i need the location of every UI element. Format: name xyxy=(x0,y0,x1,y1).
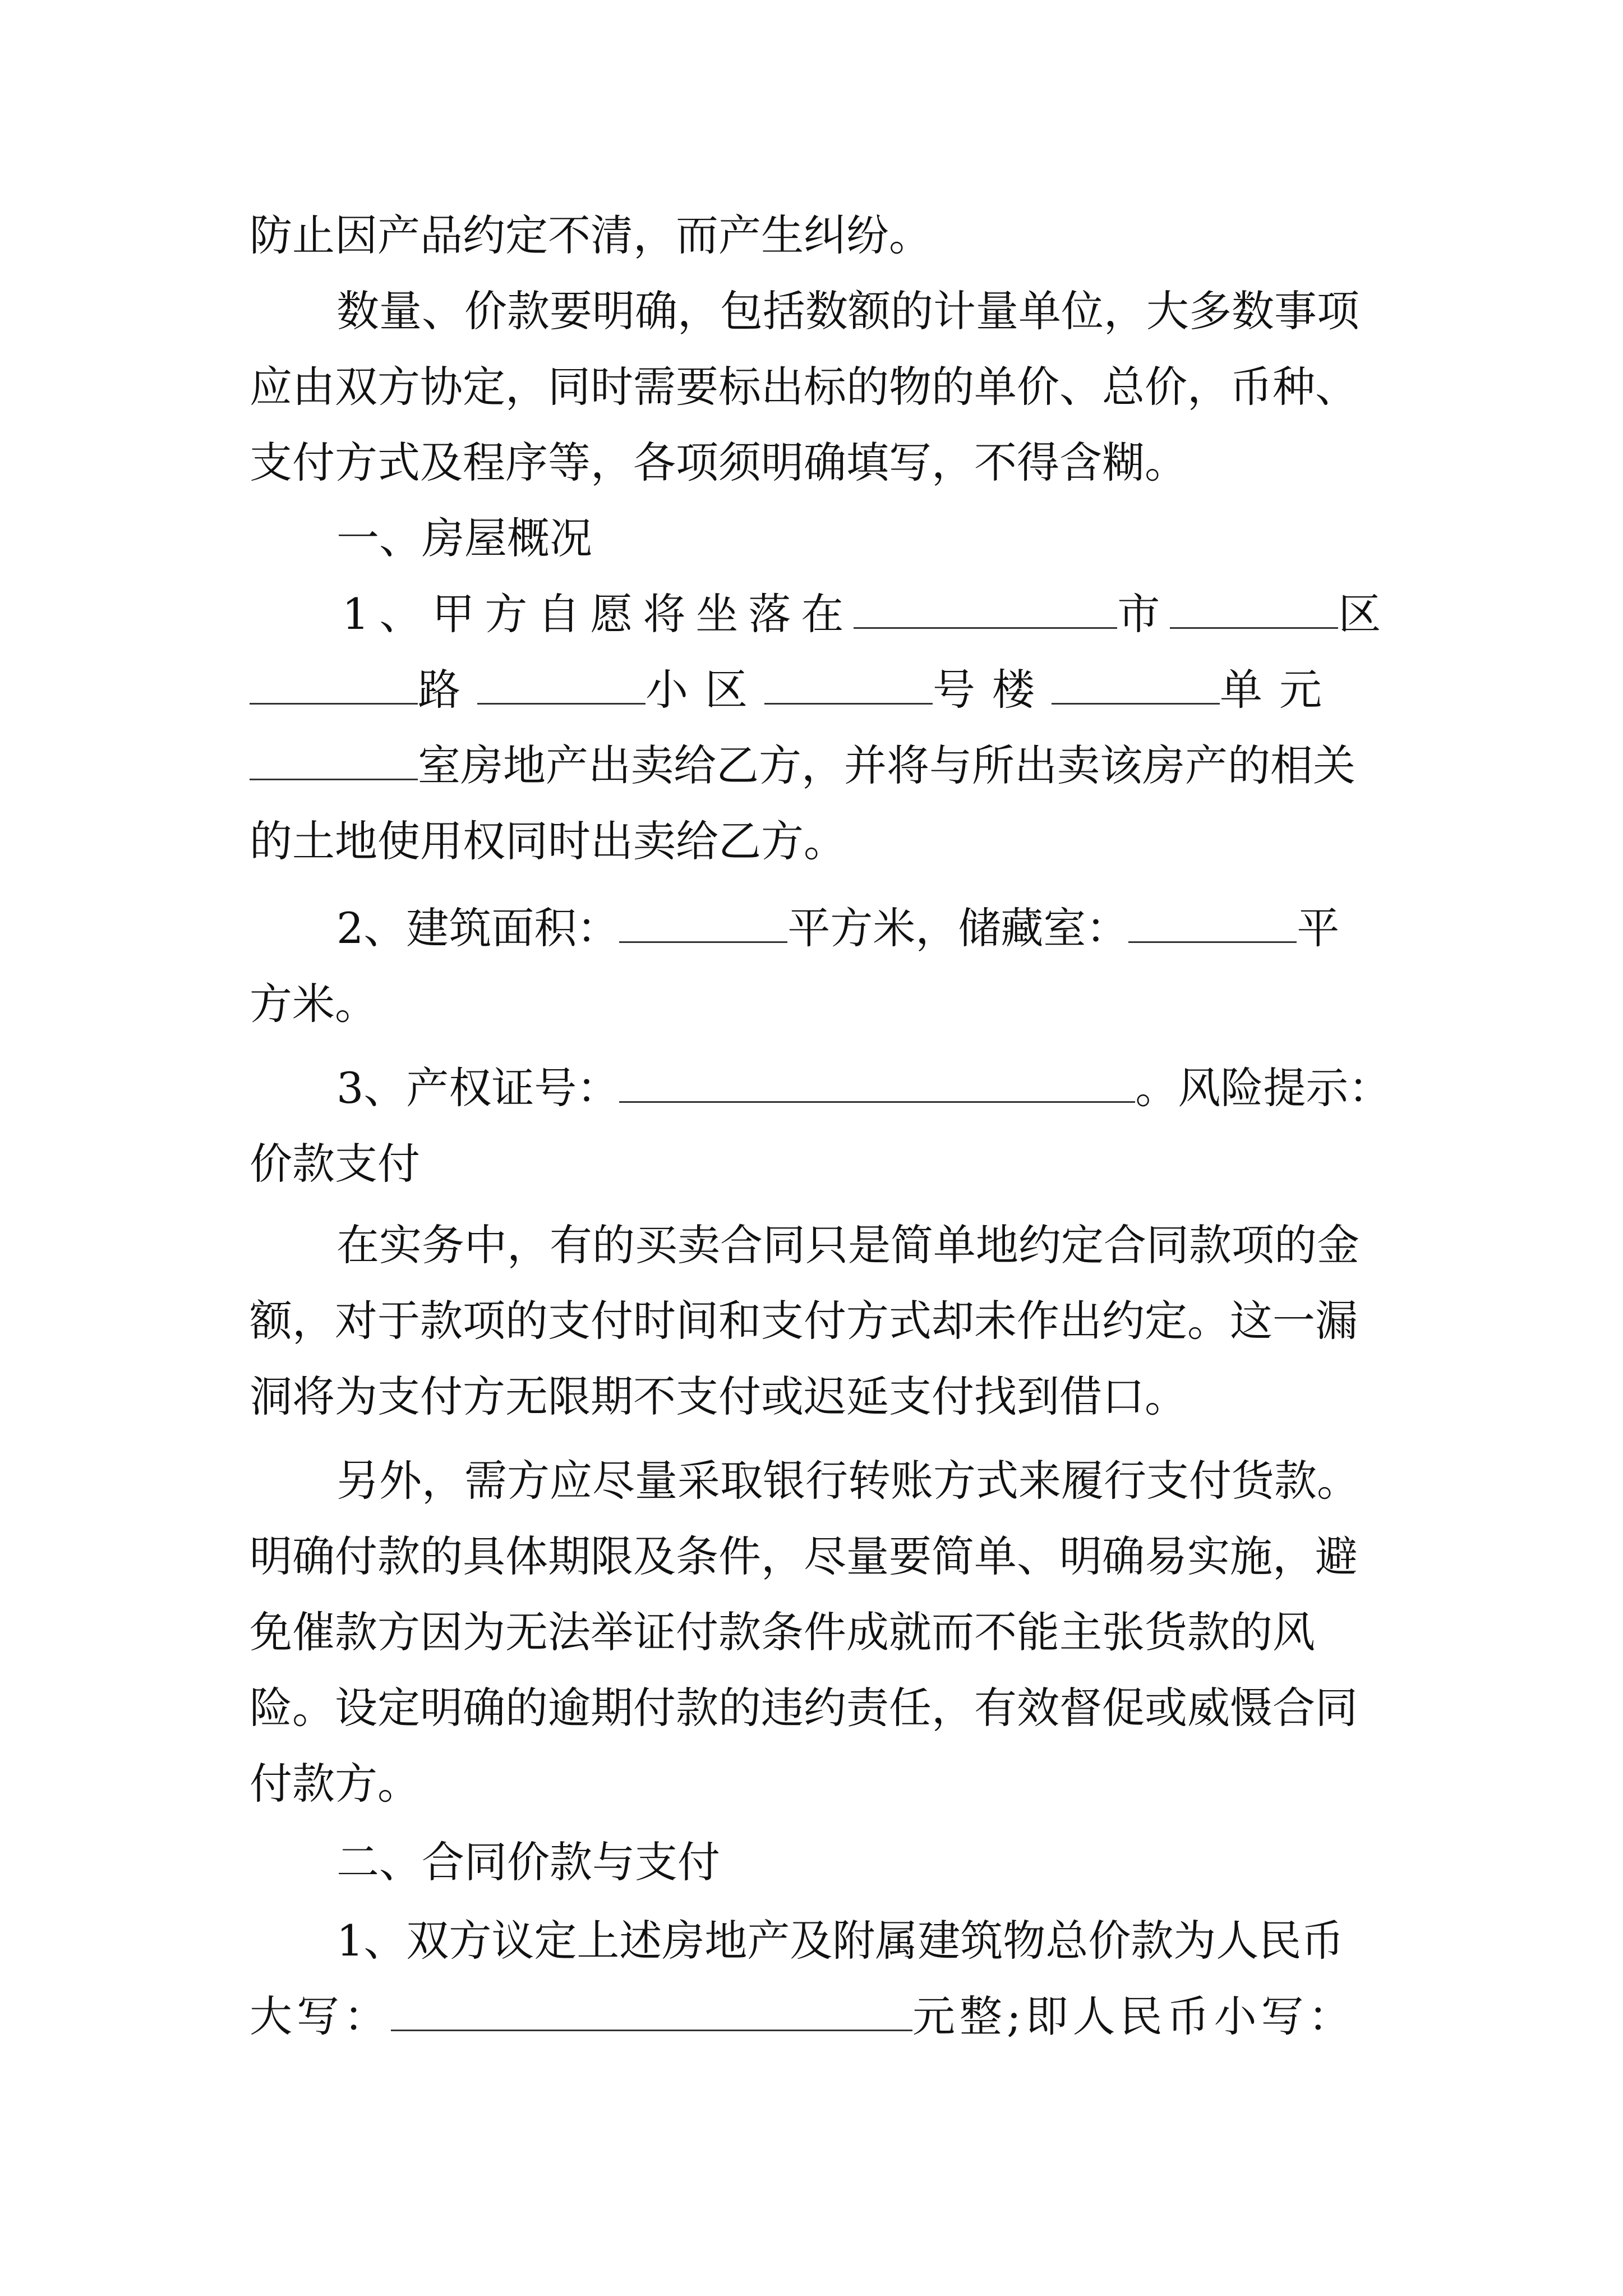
item-3-end: 。风险提示： xyxy=(1135,1063,1391,1113)
text-line: 明确付款的具体期限及条件，尽量要简单、明确易实施，避 xyxy=(250,1531,1358,1581)
city-label: 市 xyxy=(1117,589,1170,639)
item-1-prefix: 1、甲方自愿将坐落在 xyxy=(342,589,854,639)
item-1-line-2 xyxy=(250,659,1339,721)
item-2-prefix: 2、建筑面积： xyxy=(336,903,620,953)
text-line: 应由双方协定，同时需要标出标的物的单价、总价，币种、 xyxy=(250,362,1358,412)
item-4-prefix: 大写： xyxy=(250,1991,391,2041)
text-line: 付款方。 xyxy=(250,1759,420,1809)
section-heading: 一、房屋概况 xyxy=(336,513,592,563)
district-blank xyxy=(250,702,418,705)
text-line: 另外，需方应尽量采取银行转账方式来履行支付货款。 xyxy=(336,1456,1359,1506)
item-2-line-1 xyxy=(336,898,1339,959)
item-3-prefix: 3、产权证号： xyxy=(336,1063,620,1113)
text-line: 支付方式及程序等，各项须明确填写，不得含糊。 xyxy=(250,438,1187,487)
text-line: 防止因产品约定不清，而产生纠纷。 xyxy=(250,210,932,260)
building-blank xyxy=(1052,702,1220,705)
section-heading: 二、合同价款与支付 xyxy=(336,1837,720,1887)
district-label: 区 xyxy=(1338,589,1391,639)
text-line: 洞将为支付方无限期不支付或迟延支付找到借口。 xyxy=(250,1372,1187,1421)
text-line: 额，对于款项的支付时间和支付方式却未作出约定。这一漏 xyxy=(250,1296,1358,1346)
room-text: 室房地产出卖给乙方，并将与所出卖该房产的相关 xyxy=(418,740,1355,790)
city-blank xyxy=(1170,627,1338,629)
road-blank xyxy=(477,702,645,705)
text-line: 数量、价款要明确，包括数额的计量单位，大多数事项 xyxy=(336,286,1359,336)
text-line: 免催款方因为无法举证付款条件成就而不能主张货款的风 xyxy=(250,1607,1315,1657)
item-4-mid: 元整;即人民币小写： xyxy=(912,1991,1355,2041)
text-line: 方米。 xyxy=(250,979,377,1029)
certificate-blank xyxy=(619,1101,1135,1103)
building-label: 号楼 xyxy=(933,665,1052,715)
text-line: 在实务中，有的买卖合同只是简单地约定合同款项的金 xyxy=(336,1220,1359,1270)
area-blank xyxy=(619,941,787,943)
item-2-mid: 平方米，储藏室： xyxy=(787,903,1129,953)
text-line: 险。设定明确的逾期付款的违约责任，有效督促或威慑合同 xyxy=(250,1683,1358,1733)
unit-label: 单元 xyxy=(1220,665,1339,715)
storage-blank xyxy=(1128,941,1297,943)
amount-uppercase-blank xyxy=(391,2029,912,2031)
community-blank xyxy=(764,702,933,705)
room-blank xyxy=(250,778,418,780)
location-blank xyxy=(854,627,1117,629)
community-label: 小区 xyxy=(645,665,764,715)
item-3-line-1 xyxy=(336,1057,1391,1119)
road-label: 路 xyxy=(418,665,477,715)
item-1-line-3 xyxy=(250,735,1355,797)
text-line: 的土地使用权同时出卖给乙方。 xyxy=(250,816,846,866)
item-4-line-2 xyxy=(250,1986,1355,2047)
text-line: 1、双方议定上述房地产及附属建筑物总价款为人民币 xyxy=(336,1916,1344,1966)
item-1-line-1 xyxy=(342,583,1391,645)
text-line: 价款支付 xyxy=(250,1139,420,1189)
item-2-end: 平 xyxy=(1297,903,1340,953)
